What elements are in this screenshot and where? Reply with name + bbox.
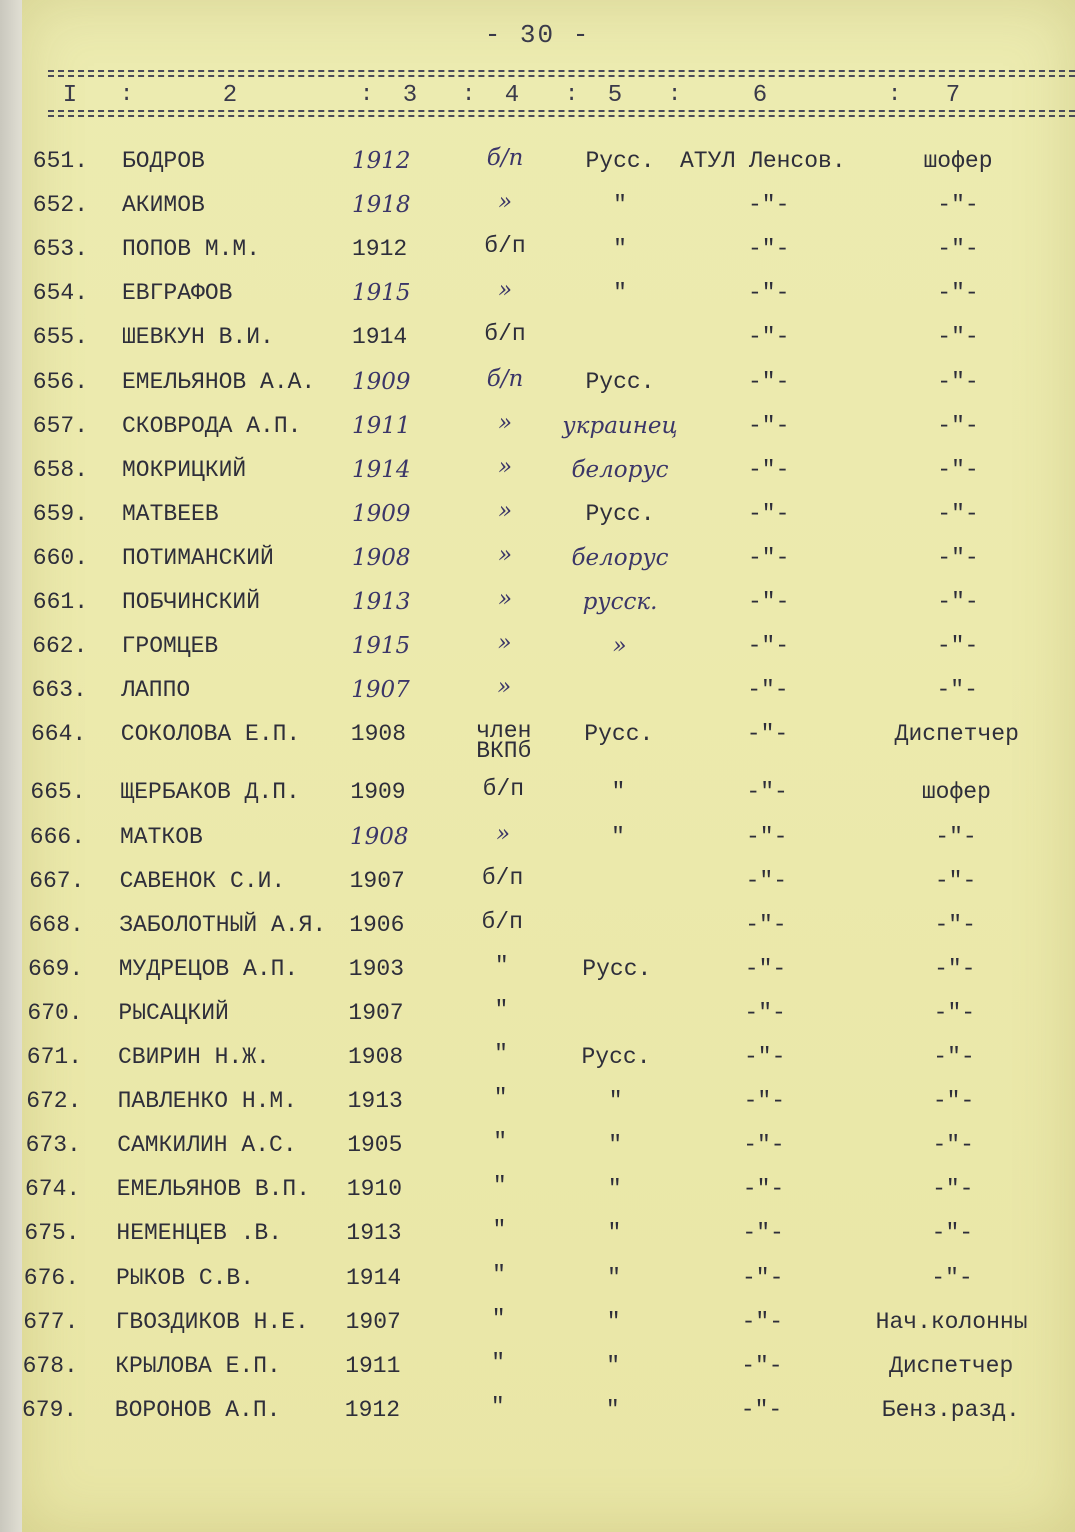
organization: -"- [743,1132,785,1159]
row-number: 659. [32,500,88,527]
person-name: КРЫЛОВА Е.П. [115,1352,281,1379]
row-number: 664. [30,721,87,748]
person-name: ЕМЕЛЬЯНОВ В.П. [116,1176,311,1203]
page-number: - 30 - [484,20,591,50]
nationality: " [605,1396,620,1423]
party-membership: б/п [481,864,524,891]
person-name: ВОРОНОВ А.П. [114,1396,281,1423]
birth-year: 1908 [348,1044,404,1070]
row-number: 660. [32,544,88,571]
organization: -"- [746,823,788,850]
party-membership: б/п [486,145,524,171]
party-membership: » [497,586,513,612]
occupation: -"- [932,1132,974,1159]
row-number: 671. [26,1044,82,1070]
row-number: 654. [32,280,88,307]
occupation: -"- [937,544,979,571]
occupation: -"- [937,500,979,527]
row-number: 656. [32,368,88,395]
party-membership: » [497,541,513,568]
nationality: " [606,1352,621,1379]
nationality: " [611,779,626,806]
organization: АТУЛ Ленсов. [680,148,846,174]
nationality: Русс. [582,955,652,982]
row-number: 675. [24,1220,80,1247]
occupation: Нач.колонны [875,1308,1028,1335]
nationality: » [612,633,627,660]
nationality: Русс. [585,500,655,527]
table-row [0,1217,1075,1260]
row-number: 676. [23,1264,79,1291]
occupation: -"- [937,280,979,307]
birth-year: 1914 [346,1264,402,1291]
birth-year: 1912 [352,148,411,174]
table-row [0,497,1075,541]
party-membership: " [494,952,509,979]
table-row [0,453,1075,497]
occupation: -"- [937,324,979,351]
birth-year: 1906 [349,911,405,938]
party-membership: " [490,1393,505,1420]
party-membership: » [497,674,512,701]
occupation: -"- [937,368,979,395]
organization: -"- [746,721,789,748]
organization: -"- [741,1352,783,1379]
table-row [0,409,1075,453]
column-header-3: 3 [402,82,418,109]
column-header-2: 2 [222,82,238,109]
column-header-6: 6 [752,82,768,109]
organization: -"- [748,368,790,395]
birth-year: 1907 [349,867,405,894]
birth-year: 1910 [346,1176,403,1203]
nationality: " [611,823,625,850]
party-membership: » [497,453,513,480]
occupation: -"- [937,192,979,219]
birth-year: 1907 [345,1308,401,1335]
person-name: САВЕНОК С.И. [119,867,286,894]
occupation: Диспетчер [889,1352,1014,1379]
nationality: белорус [571,544,669,571]
row-number: 672. [26,1088,82,1115]
table-row [0,1393,1075,1437]
person-name: ПАВЛЕНКО Н.М. [117,1088,298,1115]
person-name: РЫКОВ С.В. [116,1264,255,1291]
person-name: СОКОЛОВА Е.П. [120,721,301,748]
person-name: МАТВЕЕВ [122,500,219,527]
party-membership: » [497,189,513,216]
organization: -"- [747,633,790,660]
birth-year: 1903 [348,955,405,982]
person-name: ЩЕРБАКОВ Д.П. [120,779,300,806]
party-membership: » [495,820,511,847]
party-membership: " [492,1261,506,1288]
organization: -"- [744,955,787,982]
table-row [0,1173,1075,1216]
organization: -"- [748,324,790,351]
organization: -"- [748,456,790,483]
nationality: " [607,1176,622,1203]
table-row [0,820,1075,864]
table-row [0,952,1075,996]
occupation: -"- [931,1220,974,1247]
row-number: 663. [31,677,87,704]
row-number: 677. [23,1308,79,1335]
nationality: " [608,1088,623,1115]
nationality: " [607,1220,622,1247]
table-row [0,630,1075,673]
table-row [0,718,1075,765]
table-row [0,908,1075,952]
party-membership: б/п [482,776,525,803]
column-separator: : [462,82,476,107]
table-row [0,1085,1075,1128]
nationality: " [613,192,627,219]
birth-year: 1911 [352,412,411,439]
occupation: -"- [934,955,976,982]
row-number: 661. [32,589,88,615]
organization: -"- [740,1396,783,1423]
person-name: МУДРЕЦОВ А.П. [118,955,299,982]
organization: -"- [742,1264,784,1291]
person-name: ЛАППО [121,677,191,704]
table-row [0,277,1075,320]
party-membership: " [493,1129,508,1156]
organization: -"- [744,1044,786,1070]
party-membership: " [493,1085,508,1112]
person-name: МАТКОВ [120,823,203,850]
table-row [0,1129,1075,1172]
occupation: -"- [936,633,979,660]
person-name: БОДРОВ [122,148,205,174]
party-membership: " [494,996,509,1023]
nationality: " [613,236,627,263]
nationality: Русс. [585,368,655,395]
nationality: Русс. [581,1044,651,1070]
organization: -"- [745,911,787,938]
occupation: шофер [923,148,993,174]
table-row [0,996,1075,1040]
organization: -"- [744,999,786,1026]
occupation: -"- [934,867,977,894]
occupation: -"- [937,412,979,439]
birth-year: 1913 [346,1220,402,1247]
organization: -"- [742,1220,784,1247]
birth-year: 1909 [352,500,411,527]
person-name: ПОБЧИНСКИЙ [122,589,261,615]
nationality: " [606,1308,621,1335]
row-number: 652. [32,192,88,219]
column-header-4: 4 [504,82,520,109]
row-number: 668. [28,911,84,938]
party-membership: " [494,1041,508,1067]
occupation: шофер [921,779,991,806]
birth-year: 1918 [352,192,411,219]
row-number: 670. [27,999,83,1026]
party-membership: член ВКПб [476,718,532,765]
birth-year: 1911 [345,1352,401,1379]
column-separator: : [120,82,134,107]
table-row [0,189,1075,232]
table-row [0,776,1075,819]
table-row [0,321,1075,364]
row-number: 658. [32,456,88,483]
party-membership: » [497,497,513,524]
party-membership: " [492,1217,507,1244]
party-membership: " [492,1173,507,1200]
person-name: ЕВГРАФОВ [122,280,233,307]
row-number: 679. [21,1396,78,1423]
occupation: -"- [933,1044,975,1070]
party-membership: " [491,1305,506,1332]
person-name: ПОПОВ М.М. [122,236,261,263]
row-number: 678. [22,1352,78,1379]
organization: -"- [748,500,790,527]
column-separator: : [668,82,682,107]
person-name: ГРОМЦЕВ [121,633,219,660]
nationality: русск. [582,589,658,615]
organization: -"- [748,589,790,615]
organization: -"- [748,412,790,439]
organization: -"- [742,1176,785,1203]
person-name: СВИРИН Н.Ж. [118,1044,270,1070]
row-number: 669. [27,955,84,982]
birth-year: 1907 [351,677,410,704]
occupation: -"- [935,823,977,850]
organization: -"- [748,544,790,571]
occupation: -"- [932,1088,975,1115]
nationality: " [607,1264,621,1291]
nationality: " [608,1132,623,1159]
birth-year: 1908 [350,823,409,850]
party-membership: » [497,277,513,304]
party-membership: » [497,630,512,657]
nationality: украинец [562,412,678,439]
occupation: -"- [936,677,978,704]
organization: -"- [741,1308,784,1335]
column-separator: : [360,82,374,107]
occupation: -"- [933,999,976,1026]
party-membership: » [497,409,513,436]
occupation: -"- [937,456,979,483]
party-membership: б/п [481,908,523,935]
birth-year: 1909 [350,779,406,806]
birth-year: 1913 [347,1088,403,1115]
occupation: -"- [932,1176,974,1203]
table-row [0,145,1075,188]
column-header-row [0,82,1075,108]
party-membership: б/п [484,321,526,348]
party-membership: " [491,1349,506,1376]
person-name: РЫСАЦКИЙ [118,999,229,1026]
header-rule-bottom [48,110,1075,117]
birth-year: 1915 [352,280,411,307]
person-name: САМКИЛИН А.С. [117,1132,297,1159]
column-separator: : [565,82,579,107]
occupation: -"- [934,911,976,938]
column-header-5: 5 [607,82,623,109]
nationality: " [613,280,627,307]
organization: -"- [748,236,790,263]
table-row [0,365,1075,409]
person-name: ЕМЕЛЬЯНОВ А.А. [122,368,316,395]
person-name: АКИМОВ [122,192,205,219]
row-number: 655. [32,324,88,351]
row-number: 653. [32,236,88,263]
row-number: 673. [25,1132,81,1159]
birth-year: 1908 [350,721,407,748]
table-row [0,1261,1075,1305]
occupation: Диспетчер [894,721,1019,748]
row-number: 651. [32,148,88,174]
occupation: -"- [937,236,979,263]
table-row [0,1041,1075,1084]
table-row [0,1349,1075,1393]
organization: -"- [743,1088,786,1115]
table-row [0,864,1075,908]
person-name: МОКРИЦКИЙ [122,456,247,483]
row-number: 657. [32,412,88,439]
birth-year: 1912 [352,236,408,263]
birth-year: 1907 [348,999,404,1026]
person-name: ПОТИМАНСКИЙ [122,544,274,571]
header-rule-top [48,70,1075,77]
person-name: НЕМЕНЦЕВ .В. [116,1220,283,1247]
birth-year: 1905 [347,1132,403,1159]
table-row [0,586,1075,629]
person-name: ШЕВКУН В.И. [122,324,274,351]
birth-year: 1915 [351,633,411,660]
table-row [0,674,1075,717]
party-membership: б/п [484,233,526,260]
column-header-1: I [62,82,78,109]
table-row [0,233,1075,276]
party-membership: б/п [486,365,524,392]
column-header-7: 7 [945,82,961,109]
birth-year: 1909 [352,368,411,395]
column-separator: : [888,82,902,107]
row-number: 665. [30,779,86,806]
organization: -"- [748,192,790,219]
occupation: Бенз.разд. [881,1396,1020,1423]
table-row [0,1305,1075,1349]
nationality: Русс. [584,721,654,748]
birth-year: 1908 [352,544,411,571]
birth-year: 1914 [352,324,408,351]
organization: -"- [745,867,788,894]
organization: -"- [748,280,790,307]
nationality: Русс. [585,148,655,174]
occupation: -"- [931,1264,973,1291]
nationality: белорус [571,456,669,483]
birth-year: 1913 [352,589,411,615]
birth-year: 1914 [352,456,411,483]
organization: -"- [747,677,789,704]
row-number: 674. [24,1176,81,1203]
row-number: 666. [29,823,85,850]
row-number: 667. [29,867,85,894]
person-name: ЗАБОЛОТНЫЙ А.Я. [119,911,327,938]
occupation: -"- [937,589,979,615]
organization: -"- [746,779,788,806]
person-name: ГВОЗДИКОВ Н.Е. [115,1308,309,1335]
row-number: 662. [32,633,88,660]
birth-year: 1912 [344,1396,401,1423]
person-name: СКОВРОДА А.П. [122,412,302,439]
table-row [0,541,1075,585]
